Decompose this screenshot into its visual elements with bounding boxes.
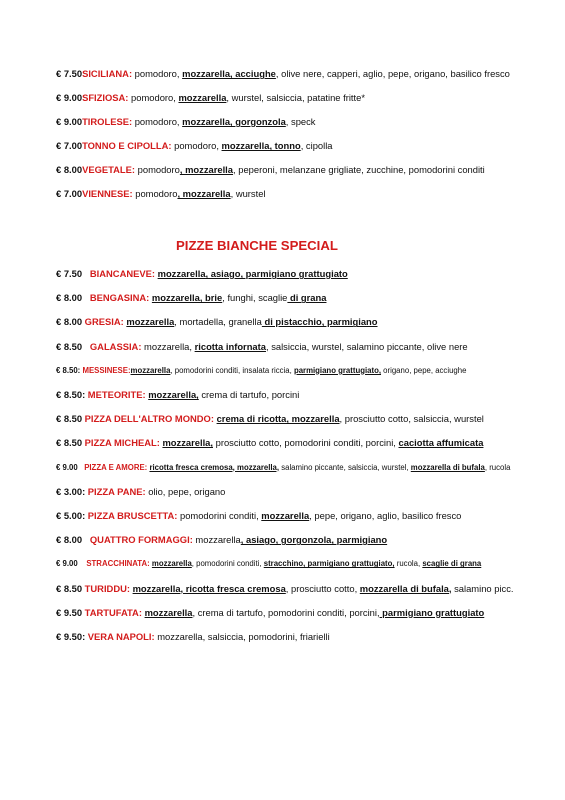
menu-item — [56, 68, 545, 80]
menu-item — [56, 140, 545, 152]
item-price: € 8.00 — [56, 534, 90, 546]
item-name: GALASSIA: — [89, 340, 142, 352]
item-name: BIANCANEVE: — [89, 268, 155, 279]
menu-item — [56, 413, 545, 425]
highlighted-ingredients: mozzarella, asiago, parmigiano grattugiato — [157, 268, 348, 279]
menu-item — [56, 558, 545, 570]
ingredients: origano, pepe, acciughe — [381, 365, 467, 375]
item-name: TIROLESE: — [82, 116, 133, 127]
item-name: VERA NAPOLI: — [87, 631, 155, 642]
highlighted-ingredients: , mozzarella — [179, 164, 234, 175]
highlighted-ingredients: scaglie di grana — [422, 559, 482, 569]
item-name: PIZZA DELL'ALTRO MONDO: — [84, 413, 214, 425]
ingredients: , prosciutto cotto, salsiccia, wurstel — [339, 413, 484, 425]
ingredients: , rucola — [484, 462, 511, 472]
highlighted-ingredients: stracchino, parmigiano grattugiato, — [263, 559, 395, 569]
highlighted-ingredients: mozzarella, tonno — [221, 140, 301, 151]
menu-item — [56, 188, 545, 200]
ingredients: pomodorini conditi, — [177, 510, 262, 521]
menu-item — [56, 462, 545, 474]
ingredients: , olive nere, capperi, aglio, pepe, origano, basilico fresco — [275, 68, 510, 79]
highlighted-ingredients: di grana — [287, 292, 327, 304]
highlighted-ingredients: , asiago, gorgonzola, parmigiano — [240, 534, 388, 546]
highlighted-ingredients: mozzarella, ricotta fresca cremosa — [132, 582, 286, 594]
ingredients: prosciutto cotto, pomodorini conditi, porcini, — [213, 437, 399, 449]
highlighted-ingredients: mozzarella — [261, 510, 310, 521]
ingredients: , wurstel — [230, 188, 266, 199]
ingredients: pomodoro, — [128, 92, 179, 103]
item-name: PIZZA E AMORE: — [84, 462, 148, 472]
ingredients: , peperoni, melanzane grigliate, zucchine, pomodorini conditi — [233, 164, 485, 175]
menu-item — [56, 510, 545, 522]
item-price: € 8.50: — [56, 365, 83, 375]
ingredients: pomodoro, — [132, 68, 183, 79]
ingredients: mozzarella — [192, 534, 241, 546]
item-price: € 8.50 — [56, 413, 85, 425]
item-price: € 9.50: — [56, 631, 88, 642]
highlighted-ingredients: mozzarella di bufala — [410, 462, 485, 472]
ingredients: mozzarella, salsiccia, pomodorini, friarielli — [154, 631, 330, 642]
item-name: SFIZIOSA: — [82, 92, 129, 103]
ingredients: rucola, — [394, 559, 423, 569]
menu-item — [56, 164, 545, 176]
highlighted-ingredients: mozzarella di bufala, — [359, 582, 452, 594]
menu-item — [56, 116, 545, 128]
ingredients: , pepe, origano, aglio, basilico fresco — [309, 510, 462, 521]
highlighted-ingredients: , mozzarella — [177, 188, 231, 199]
menu-item — [56, 316, 545, 328]
item-name: BENGASINA: — [89, 292, 150, 304]
menu-item — [56, 631, 545, 643]
item-name: PIZZA MICHEAL: — [84, 437, 160, 449]
highlighted-ingredients: ricotta infornata — [194, 340, 266, 352]
item-name: TONNO E CIPOLLA: — [82, 140, 172, 151]
ingredients: , pomodorini conditi, insalata riccia, — [170, 365, 294, 375]
ingredients: mozzarella, — [141, 340, 195, 352]
item-price: € 7.50 — [56, 268, 90, 279]
menu-item — [56, 341, 545, 353]
item-price: € 9.50 — [56, 606, 85, 618]
section-title: PIZZE BIANCHE SPECIAL — [176, 238, 338, 253]
highlighted-ingredients: mozzarella, — [148, 389, 199, 400]
ingredients: , wurstel, salsiccia, patatine fritte* — [226, 92, 366, 103]
item-name: PIZZA BRUSCETTA: — [87, 510, 178, 521]
highlighted-ingredients: parmigiano grattugiato, — [293, 365, 382, 375]
highlighted-ingredients: di pistacchio, parmigiano — [261, 316, 378, 328]
highlighted-ingredients: mozzarella, — [162, 437, 213, 449]
item-name: TARTUFATA: — [84, 606, 142, 618]
highlighted-ingredients: mozzarella — [151, 559, 192, 569]
highlighted-ingredients: mozzarella — [126, 316, 175, 328]
item-price: € 8.50: — [56, 389, 88, 400]
item-price: € 8.50 — [56, 582, 85, 594]
item-price: € 9.00 — [56, 116, 83, 127]
highlighted-ingredients: mozzarella — [178, 92, 227, 103]
item-price: € 8.50 — [56, 437, 85, 449]
ingredients: olio, pepe, origano — [145, 485, 226, 497]
item-price: € 5.00: — [56, 510, 88, 521]
highlighted-ingredients: ricotta fresca cremosa, mozzarella, — [149, 462, 280, 472]
ingredients: , pomodorini conditi, — [191, 559, 264, 569]
item-price: € 7.00 — [56, 140, 83, 151]
highlighted-ingredients: mozzarella — [130, 365, 171, 375]
item-price: € 8.00 — [56, 292, 90, 304]
highlighted-ingredients: mozzarella, acciughe — [182, 68, 276, 79]
highlighted-ingredients: mozzarella, brie — [151, 292, 223, 304]
ingredients: , salsiccia, wurstel, salamino piccante, olive nere — [265, 340, 468, 352]
item-name: METEORITE: — [87, 389, 146, 400]
item-price: € 7.50 — [56, 68, 83, 79]
highlighted-ingredients: parmigiano grattugiato — [379, 606, 485, 618]
item-price: € 8.00 — [56, 164, 83, 175]
ingredients: salamino picc. — [451, 582, 514, 594]
ingredients: pomodoro — [135, 164, 180, 175]
highlighted-ingredients: mozzarella, gorgonzola — [182, 116, 286, 127]
menu-item — [56, 92, 545, 104]
ingredients: , mortadella, granella — [174, 316, 262, 328]
menu-item — [56, 534, 545, 546]
menu-item — [56, 437, 545, 449]
item-price: € 3.00: — [56, 485, 88, 497]
highlighted-ingredients: caciotta affumicata — [398, 437, 484, 449]
item-price: € 9.00 — [56, 559, 87, 569]
menu-item — [56, 486, 545, 498]
item-name: PIZZA PANE: — [87, 485, 146, 497]
ingredients: , crema di tartufo, pomodorini conditi, porcini, — [192, 606, 380, 618]
item-price: € 9.00 — [56, 462, 85, 472]
menu-item — [56, 583, 545, 595]
menu-item — [56, 607, 545, 619]
item-name: MESSINESE: — [82, 365, 131, 375]
item-price: € 9.00 — [56, 92, 83, 103]
ingredients: , cipolla — [300, 140, 333, 151]
item-price: € 8.00 — [56, 316, 85, 328]
item-name: SICILIANA: — [82, 68, 133, 79]
ingredients: salamino piccante, salsiccia, wurstel, — [279, 462, 411, 472]
menu-item — [56, 268, 545, 280]
ingredients: pomodoro, — [171, 140, 222, 151]
item-name: VIENNESE: — [82, 188, 133, 199]
item-name: QUATTRO FORMAGGI: — [89, 534, 193, 546]
ingredients: , funghi, scaglie — [222, 292, 288, 304]
ingredients: , speck — [285, 116, 316, 127]
item-name: TURIDDU: — [84, 582, 130, 594]
highlighted-ingredients: crema di ricotta, mozzarella — [216, 413, 340, 425]
menu-item — [56, 292, 545, 304]
item-name: GRESIA: — [84, 316, 124, 328]
ingredients: pomodoro — [132, 188, 178, 199]
ingredients: pomodoro, — [132, 116, 183, 127]
menu-item — [56, 365, 545, 377]
item-price: € 7.00 — [56, 188, 83, 199]
ingredients: crema di tartufo, porcini — [198, 389, 300, 400]
item-price: € 8.50 — [56, 340, 90, 352]
menu-item — [56, 389, 545, 401]
highlighted-ingredients: mozzarella — [144, 606, 193, 618]
item-name: VEGETALE: — [82, 164, 136, 175]
item-name: STRACCHINATA: — [86, 559, 150, 569]
ingredients: , prosciutto cotto, — [285, 582, 360, 594]
